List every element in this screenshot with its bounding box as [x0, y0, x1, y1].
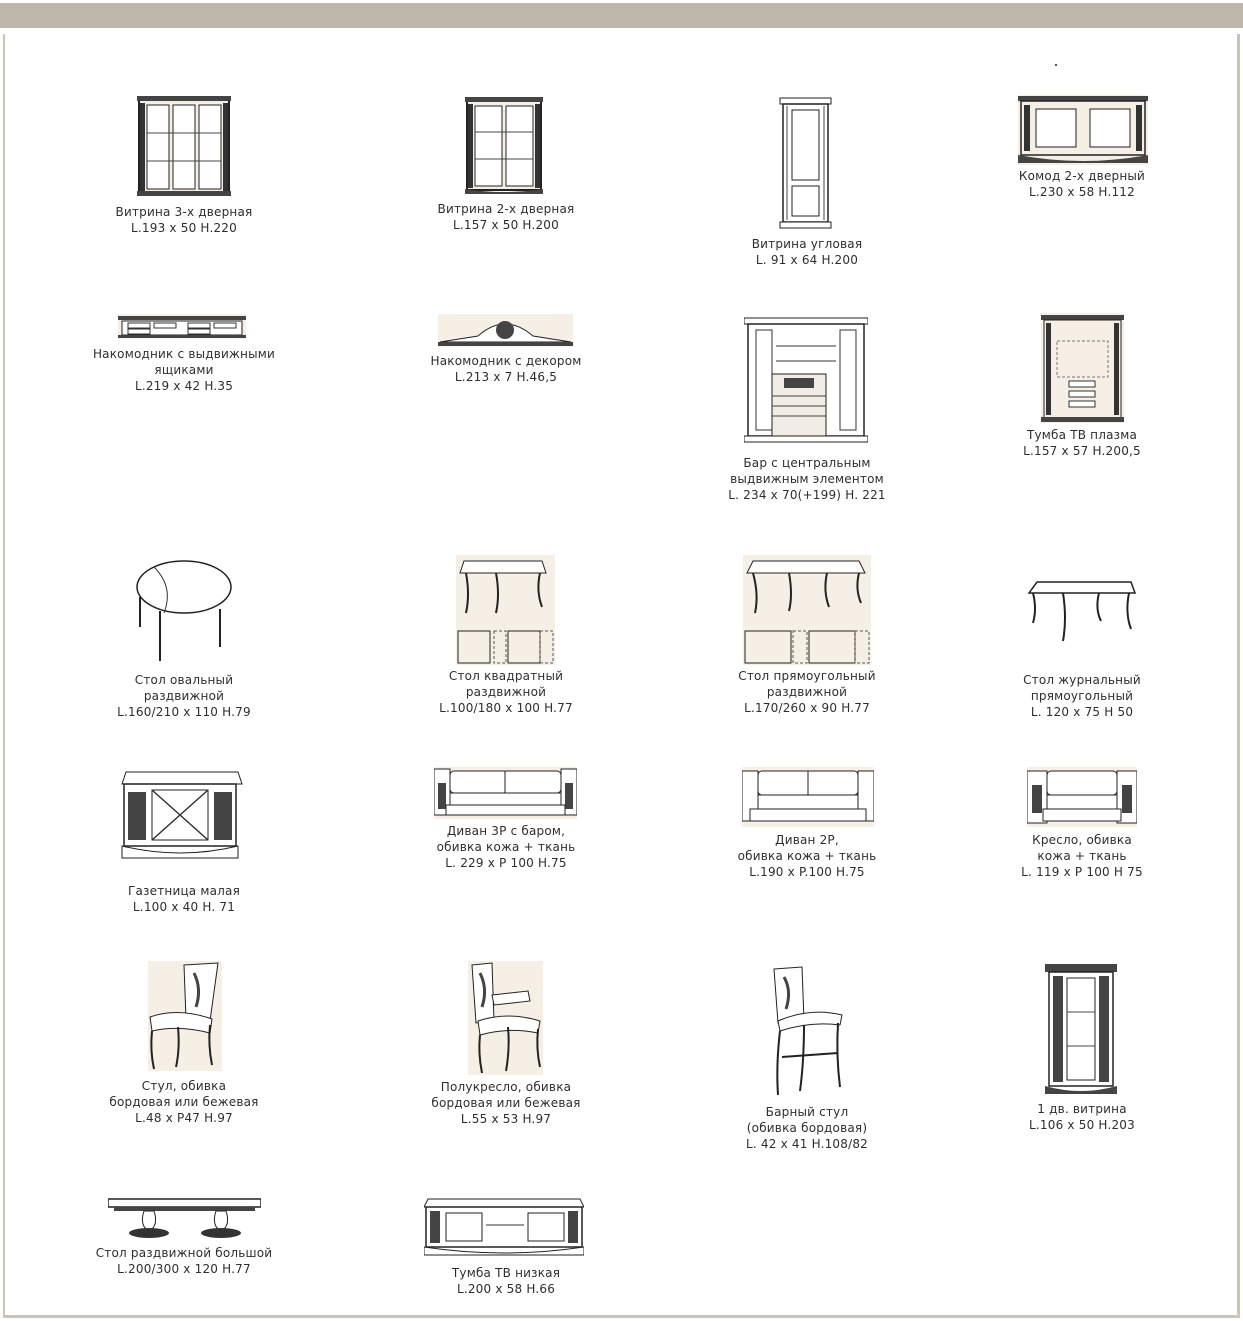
bar-cabinet-icon	[744, 316, 868, 445]
catalog-item-caption: Кресло, обивка кожа + ткань L. 119 x P 100 H 75	[1021, 833, 1143, 879]
catalog-item-caption: Бар с центральным выдвижным элементом L. 234 x 70(+199) H. 221	[728, 456, 886, 502]
showcase-3-door-icon	[137, 95, 231, 197]
catalog-item-caption: Комод 2-х дверный L.230 x 58 H.112	[1018, 169, 1146, 199]
stray-dot	[1055, 64, 1057, 66]
frame-border-right	[1237, 34, 1240, 1318]
dresser-top-decor-icon	[438, 314, 573, 347]
catalog-item-caption: Накомодник с декором L.213 x 7 H.46,5	[430, 354, 582, 384]
catalog-item-caption: Барный стул (обивка бордовая) L. 42 x 41 H.108/82	[745, 1105, 869, 1151]
catalog-item-caption: Полукресло, обивка бордовая или бежевая L.55 x 53 H.97	[431, 1080, 581, 1126]
showcase-1-door-icon	[1045, 962, 1117, 1096]
catalog-item-caption: Витрина 2-х дверная L.157 x 50 H.200	[437, 202, 575, 232]
frame-border-left	[3, 34, 5, 1318]
catalog-item-caption: Витрина 3-х дверная L.193 x 50 H.220	[115, 205, 253, 235]
newspaper-rack-icon	[120, 770, 243, 865]
square-table-icon	[456, 555, 555, 665]
dresser-2-door-icon	[1018, 95, 1148, 165]
catalog-item-caption: Тумба ТВ низкая L.200 x 58 H.66	[451, 1266, 561, 1296]
catalog-item-caption: Накомодник с выдвижными ящиками L.219 x 42 H.35	[92, 347, 276, 393]
catalog-item-caption: Диван 2Р, обивка кожа + ткань L.190 x P.100 H.75	[737, 833, 877, 879]
showcase-2-door-icon	[465, 96, 543, 195]
catalog-item-caption: Витрина угловая L. 91 x 64 H.200	[751, 237, 863, 267]
sofa-2-seat-icon	[742, 767, 874, 827]
catalog-item-caption: Диван 3Р с баром, обивка кожа + ткань L. 229 x P 100 H.75	[436, 824, 576, 870]
chair-icon	[148, 961, 222, 1071]
oval-table-icon	[134, 557, 234, 665]
catalog-item-caption: Стул, обивка бордовая или бежевая L.48 x P47 H.97	[109, 1079, 259, 1125]
catalog-item-caption: Стол прямоугольный раздвижной L.170/260 x 90 H.77	[738, 669, 876, 715]
large-extending-table-icon	[108, 1197, 261, 1241]
frame-border-bottom	[3, 1315, 1240, 1318]
catalog-item-caption: Газетница малая L.100 x 40 H. 71	[127, 884, 241, 914]
catalog-item-caption: Стол квадратный раздвижной L.100/180 x 100 H.77	[439, 669, 573, 715]
rectangular-table-icon	[743, 555, 871, 665]
catalog-item-caption: 1 дв. витрина L.106 x 50 H.203	[1029, 1102, 1135, 1132]
half-armchair-icon	[468, 961, 543, 1075]
catalog-item-caption: Тумба ТВ плазма L.157 x 57 H.200,5	[1023, 428, 1141, 458]
low-tv-cabinet-icon	[424, 1197, 584, 1259]
corner-showcase-icon	[778, 96, 833, 232]
coffee-table-icon	[1027, 579, 1137, 645]
catalog-item-caption: Стол раздвижной большой L.200/300 x 120 H.77	[95, 1246, 273, 1276]
bar-stool-icon	[770, 965, 844, 1097]
catalog-item-caption: Стол овальный раздвижной L.160/210 x 110 H.79	[117, 673, 251, 719]
dresser-top-drawers-icon	[118, 314, 246, 339]
tv-plasma-cabinet-icon	[1041, 313, 1124, 423]
catalog-item-caption: Стол журнальный прямоугольный L. 120 x 75 H 50	[1023, 673, 1141, 719]
sofa-3-seat-bar-icon	[434, 767, 577, 819]
top-bar	[0, 3, 1243, 28]
armchair-icon	[1027, 767, 1137, 827]
